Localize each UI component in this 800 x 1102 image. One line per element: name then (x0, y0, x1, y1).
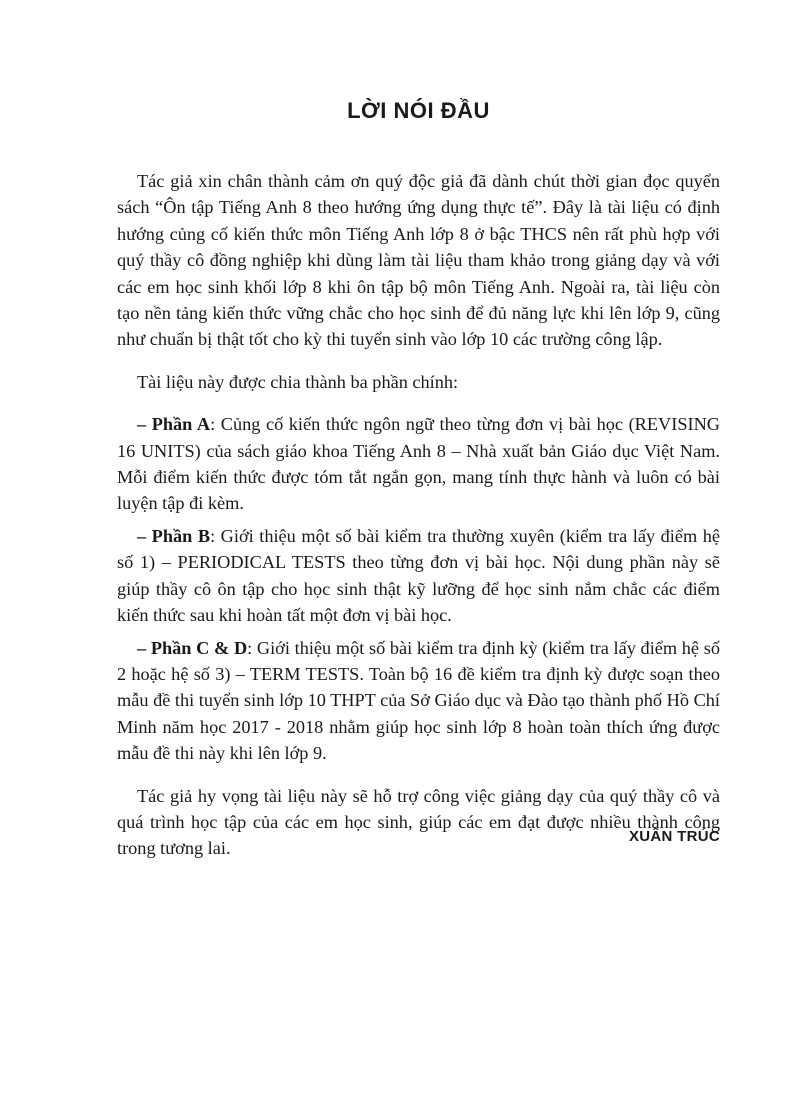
part-a-label: – Phần A (137, 414, 211, 435)
part-a-paragraph (117, 411, 720, 517)
part-b-label: – Phần B (137, 525, 211, 546)
part-cd-label: – Phần C & D (137, 637, 248, 658)
author-signature: XUÂN TRÚC (628, 828, 720, 845)
page-title: LỜI NÓI ĐẦU (347, 98, 490, 123)
part-b-text: : Giới thiệu một số bài kiểm tra thường xuyên (kiểm tra lấy điểm hệ số 1) – PERIODICAL TESTS theo từng đơn vị bài học. Nội dung phần này sẽ giúp thầy cô ôn tập cho học sinh thật kỹ lưỡng để học sinh nắm chắc các điểm kiến thức sau khi hoàn tất một đơn vị bài học. (117, 525, 720, 626)
part-cd-text: : Giới thiệu một số bài kiểm tra định kỳ (kiểm tra lấy điểm hệ số 2 hoặc hệ số 3) – TERM TESTS. Toàn bộ 16 đề kiểm tra định kỳ được soạn theo mẫu đề thi tuyển sinh lớp 10 THPT của Sở Giáo dục và Đào tạo thành phố Hồ Chí Minh năm học 2017 - 2018 nhằm giúp học sinh lớp 8 hoàn toàn thích ứng được mẫu đề thi này khi lên lớp 9. (117, 637, 720, 764)
part-a-text: : Củng cố kiến thức ngôn ngữ theo từng đơn vị bài học (REVISING 16 UNITS) của sách giáo khoa Tiếng Anh 8 – Nhà xuất bản Giáo dục Việt Nam. Mỗi điểm kiến thức được tóm tắt ngắn gọn, mang tính thực hành và luôn có bài luyện tập đi kèm. (117, 414, 720, 514)
parts-intro-paragraph: Tài liệu này được chia thành ba phần chính: (137, 371, 459, 392)
closing-paragraph: Tác giả hy vọng tài liệu này sẽ hỗ trợ công việc giảng dạy của quý thầy cô và quá trình học tập của các em học sinh, giúp các em đạt được nhiều thành công trong tương lai. (117, 785, 720, 859)
preface-body (117, 168, 720, 862)
intro-paragraph: Tác giả xin chân thành cảm ơn quý độc giả đã dành chút thời gian đọc quyển sách “Ôn tập Tiếng Anh 8 theo hướng ứng dụng thực tế”. Đây là tài liệu có định hướng củng cố kiến thức môn Tiếng Anh lớp 8 ở bậc THCS nên rất phù hợp với quý thầy cô đồng nghiệp khi dùng làm tài liệu tham khảo trong giảng dạy và với các em học sinh khối lớp 8 khi ôn tập bộ môn Tiếng Anh. Ngoài ra, tài liệu còn tạo nền tảng kiến thức vững chắc cho học sinh để đủ năng lực khi lên lớp 9, cũng như chuẩn bị thật tốt cho kỳ thi tuyển sinh vào lớp 10 các trường công lập. (117, 171, 720, 350)
part-cd-paragraph (117, 635, 720, 767)
part-b-paragraph (117, 523, 720, 629)
